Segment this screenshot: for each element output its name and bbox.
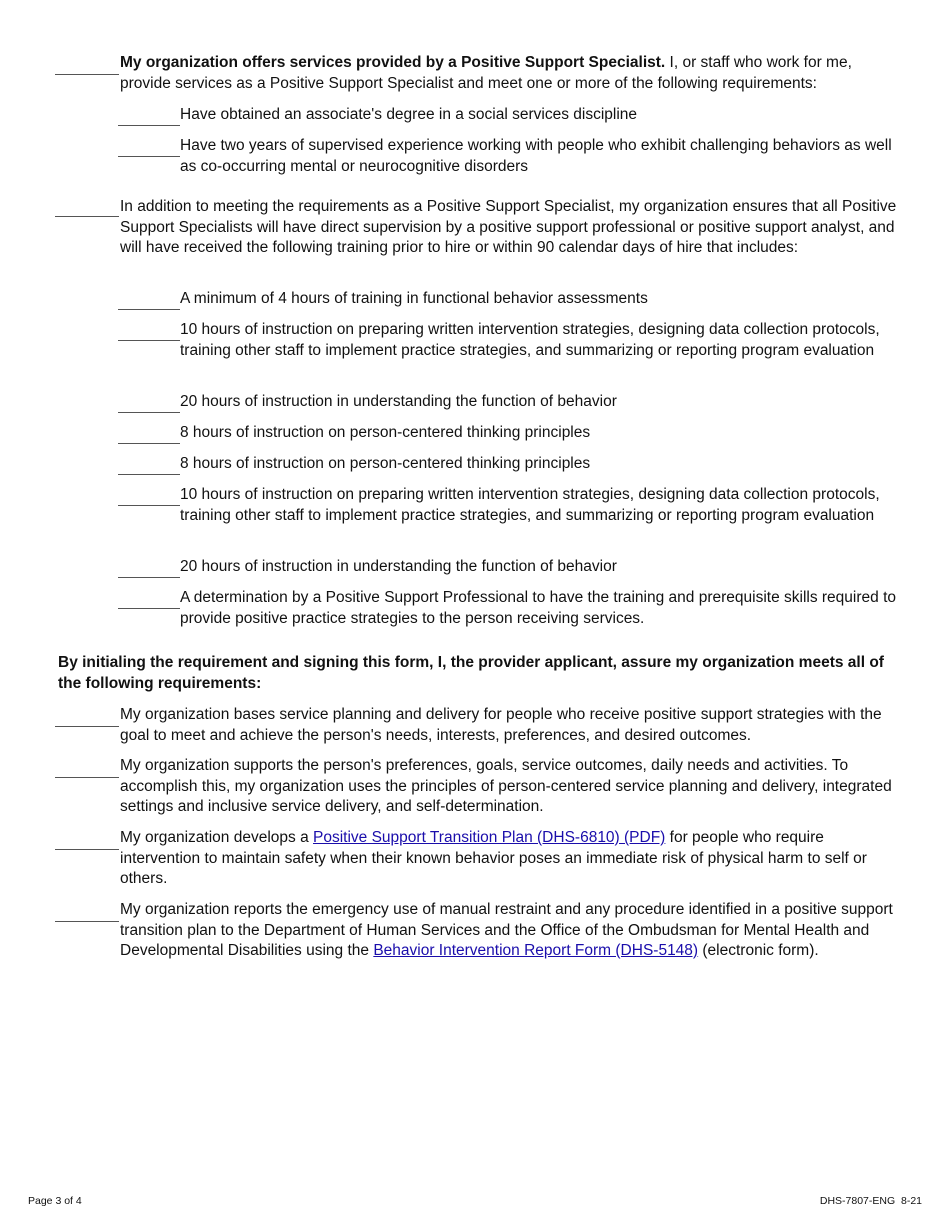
pss-heading-bold: My organization offers services provided by a Positive Support Specialist. [120, 54, 666, 71]
training-item: 10 hours of instruction on preparing written intervention strategies, designing data collection protocols, training other staff to implement practice strategies, and summarizing or reporting program evaluation [180, 321, 880, 359]
assurance-item-transition-plan [120, 828, 900, 890]
emergency-text-after: (electronic form). [698, 942, 819, 959]
assurance-item-service-planning: My organization bases service planning and delivery for people who receive positive support strategies with the goal to meet and achieve the person's needs, interests, preferences, and desired outcomes. [120, 706, 882, 744]
requirement-experience: Have two years of supervised experience working with people who exhibit challenging behaviors as well as co-occurring mental or neurocognitive disorders [180, 137, 892, 175]
initial-blank-training-2[interactable] [118, 340, 180, 341]
transition-plan-link[interactable]: Positive Support Transition Plan (DHS-6810) (PDF) [313, 829, 666, 846]
initial-blank-training-3[interactable] [118, 412, 180, 413]
emergency-text-before: My organization reports the emergency use of manual restraint and any procedure identified in a positive support transition plan to the Department of Human Services and the Office of the Ombudsman for Mental Health and Developmental Disabilities using the [120, 901, 893, 959]
assurance-item-emergency-reporting [120, 900, 900, 962]
initial-blank-assurance-2[interactable] [55, 777, 119, 778]
page-number: Page 3 of 4 [28, 1195, 82, 1207]
initial-blank-training-5[interactable] [118, 474, 180, 475]
training-item: A minimum of 4 hours of training in functional behavior assessments [180, 290, 648, 307]
training-item: 8 hours of instruction on person-centered thinking principles [180, 455, 591, 472]
training-item: 8 hours of instruction on person-centered thinking principles [180, 424, 591, 441]
initial-blank-assurance-4[interactable] [55, 921, 119, 922]
initial-blank-pss[interactable] [55, 74, 119, 75]
assurance-item-preferences: My organization supports the person's preferences, goals, service outcomes, daily needs and activities. To accomplish this, my organization uses the principles of person-centered service planning and delivery, integrated settings and inclusive service delivery, and self-determination. [120, 757, 892, 815]
initial-blank-supervision[interactable] [55, 216, 119, 217]
training-item: 20 hours of instruction in understanding the function of behavior [180, 393, 617, 410]
initial-blank-training-7[interactable] [118, 577, 180, 578]
form-id: DHS-7807-ENG 8-21 [819, 1195, 922, 1207]
initial-blank-degree[interactable] [118, 125, 180, 126]
initial-blank-assurance-1[interactable] [55, 726, 119, 727]
pss-requirement-intro [120, 53, 900, 94]
transition-plan-text-after: for people who require intervention to maintain safety when their known behavior poses an immediate risk of physical harm to self or others. [120, 829, 867, 887]
training-item: 10 hours of instruction on preparing written intervention strategies, designing data collection protocols, training other staff to implement practice strategies, and summarizing or reporting program evaluation [180, 486, 880, 524]
behavior-report-form-link[interactable]: Behavior Intervention Report Form (DHS-5148) [373, 942, 699, 959]
initial-blank-assurance-3[interactable] [55, 849, 119, 850]
requirement-degree: Have obtained an associate's degree in a social services discipline [180, 106, 638, 123]
initial-blank-training-4[interactable] [118, 443, 180, 444]
training-item: 20 hours of instruction in understanding the function of behavior [180, 558, 617, 575]
initial-blank-training-1[interactable] [118, 309, 180, 310]
pss-heading-text: I, or staff who work for me, provide services as a Positive Support Specialist and meet one or more of the following requirements: [120, 54, 852, 92]
initial-blank-experience[interactable] [118, 156, 180, 157]
initial-blank-training-6[interactable] [118, 505, 180, 506]
supervision-training-intro: In addition to meeting the requirements as a Positive Support Specialist, my organization ensures that all Positive Support Specialists will have direct supervision by a positive support professional or positive support analyst, and will have received the following training prior to hire or within 90 calendar days of hire that includes: [120, 198, 897, 256]
training-item: A determination by a Positive Support Professional to have the training and prerequisite skills required to provide positive practice strategies to the person receiving services. [180, 589, 896, 627]
transition-plan-text-before: My organization develops a [120, 829, 314, 846]
initial-blank-training-8[interactable] [118, 608, 180, 609]
assurance-heading: By initialing the requirement and signing this form, I, the provider applicant, assure my organization meets all of the following requirements: [58, 654, 884, 692]
